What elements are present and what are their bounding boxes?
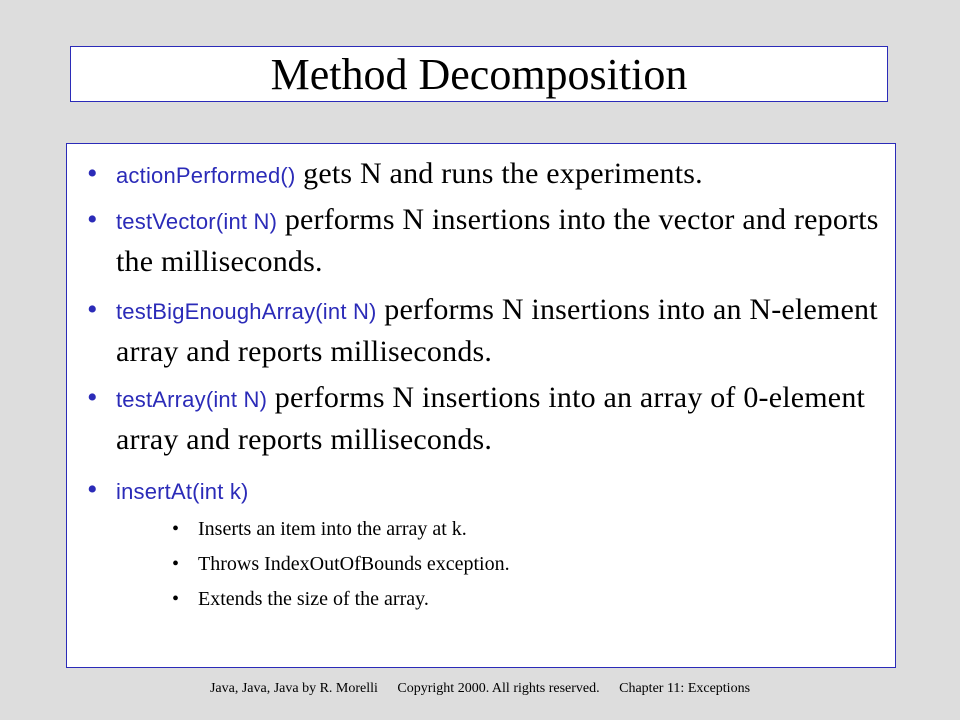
bullet-text	[116, 470, 886, 512]
sub-bullet-dot-icon: •	[172, 553, 180, 575]
bullet-text	[116, 378, 886, 460]
bullet-text	[116, 290, 886, 372]
method-name: testBigEnoughArray(int N)	[116, 299, 377, 324]
sub-bullet-text: Inserts an item into the array at k.	[198, 518, 467, 540]
footer-chapter: Chapter 11: Exceptions	[619, 681, 751, 696]
bullet-description: gets N and runs the experiments.	[295, 157, 703, 190]
footer-book: Java, Java, Java by R. Morelli	[209, 681, 378, 696]
bullet-dot-icon: •	[87, 381, 98, 414]
method-name: testVector(int N)	[116, 209, 278, 234]
sub-bullet-dot-icon: •	[172, 588, 180, 610]
slide-title: Method Decomposition	[270, 50, 688, 99]
bullet-dot-icon: •	[87, 203, 98, 236]
method-name: testArray(int N)	[116, 387, 268, 412]
bullet-description: performs N insertions into an N-element array and reports milliseconds.	[116, 293, 878, 368]
bullet-text	[116, 154, 886, 196]
bullet-text	[116, 200, 886, 282]
bullet-description: performs N insertions into an array of 0-element array and reports milliseconds.	[116, 381, 866, 456]
slide-footer	[0, 681, 960, 697]
bullet-description: performs N insertions into the vector and reports the milliseconds.	[116, 203, 879, 278]
title-box	[70, 46, 888, 102]
sub-bullet-text: Extends the size of the array.	[198, 588, 429, 610]
content-panel	[66, 143, 896, 668]
sub-bullet-text: Throws IndexOutOfBounds exception.	[198, 553, 510, 575]
bullet-dot-icon: •	[87, 473, 98, 506]
bullet-dot-icon: •	[87, 293, 98, 326]
sub-bullet-dot-icon: •	[172, 518, 180, 540]
method-name: insertAt(int k)	[116, 479, 249, 504]
method-name: actionPerformed()	[116, 163, 296, 188]
footer-copyright: Copyright 2000. All rights reserved.	[397, 681, 600, 696]
bullet-dot-icon: •	[87, 157, 98, 190]
